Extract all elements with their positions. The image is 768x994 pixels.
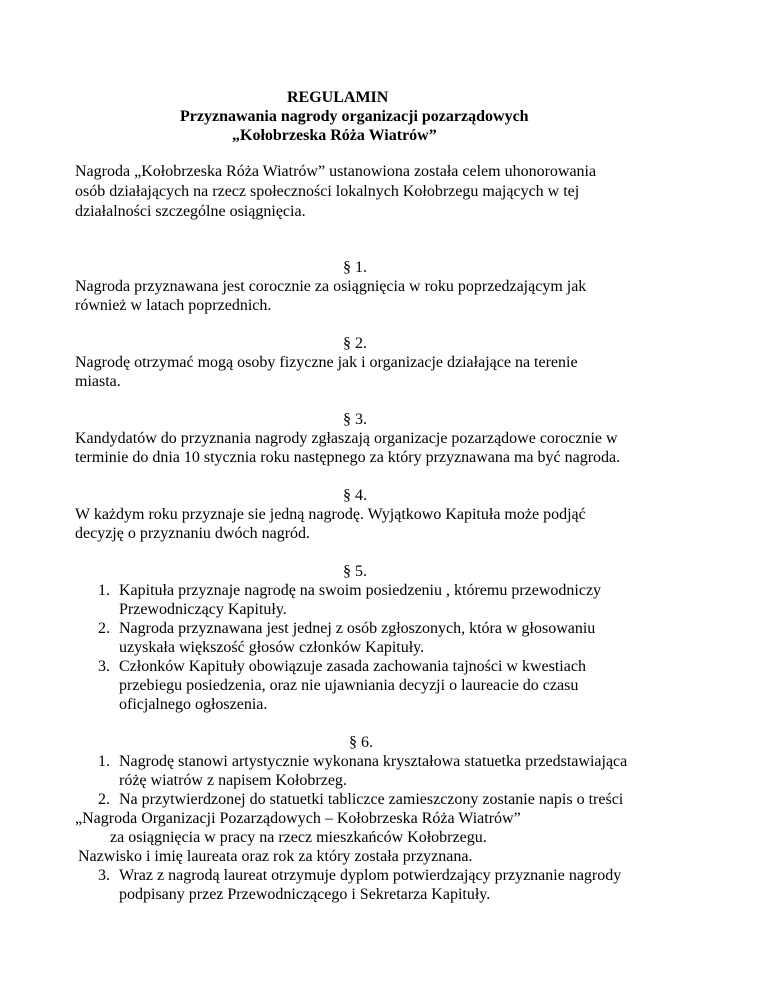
document-title: REGULAMIN — [287, 89, 389, 106]
list-item-text: Nagroda przyznawana jest jednej z osób zgłoszonych, która w głosowaniu — [119, 620, 596, 637]
list-item-text: Na przytwierdzonej do statuetki tabliczce zamieszczony zostanie napis o treści — [119, 791, 624, 808]
list-item-number: 3. — [98, 658, 110, 675]
intro-line: działalności szczególne osiągnięcia. — [75, 203, 306, 220]
section-6-heading: § 6. — [349, 734, 373, 751]
list-item-text: podpisany przez Przewodniczącego i Sekretarza Kapituły. — [119, 886, 491, 903]
list-item-number: 2. — [98, 620, 110, 637]
section-2-text: miasta. — [75, 373, 121, 390]
plaque-inscription-line: za osiągnięcia w pracy na rzecz mieszkańców Kołobrzegu. — [110, 829, 487, 846]
award-name-title: „Kołobrzeska Róża Wiatrów” — [232, 127, 437, 144]
section-2-heading: § 2. — [343, 335, 367, 352]
list-item-number: 2. — [98, 791, 110, 808]
section-5-heading: § 5. — [343, 563, 367, 580]
list-item-text: różę wiatrów z napisem Kołobrzeg. — [119, 772, 347, 789]
section-1-text: Nagroda przyznawana jest corocznie za osiągnięcia w roku poprzedzającym jak — [75, 278, 587, 295]
plaque-inscription-line: „Nagroda Organizacji Pozarządowych – Kołobrzeska Róża Wiatrów” — [75, 810, 521, 827]
list-item-text: uzyskała większość głosów członków Kapituły. — [119, 639, 425, 656]
intro-line: Nagroda „Kołobrzeska Róża Wiatrów” ustanowiona została celem uhonorowania — [75, 163, 597, 180]
intro-line: osób działających na rzecz społeczności lokalnych Kołobrzegu mających w tej — [75, 183, 580, 200]
section-1-heading: § 1. — [343, 259, 367, 276]
list-item-text: Członków Kapituły obowiązuje zasada zachowania tajności w kwestiach — [119, 658, 586, 675]
list-item-text: Wraz z nagrodą laureat otrzymuje dyplom potwierdzający przyznanie nagrody — [119, 867, 622, 884]
list-item-number: 3. — [98, 867, 110, 884]
list-item-text: Przewodniczący Kapituły. — [119, 601, 287, 618]
list-item-text: Kapituła przyznaje nagrodę na swoim posiedzeniu , któremu przewodniczy — [119, 582, 602, 599]
section-3-text: Kandydatów do przyznania nagrody zgłaszają organizacje pozarządowe corocznie w — [75, 430, 618, 447]
section-1-text: również w latach poprzednich. — [75, 297, 272, 314]
section-3-heading: § 3. — [343, 411, 367, 428]
list-item-text: oficjalnego ogłoszenia. — [119, 696, 268, 713]
section-2-text: Nagrodę otrzymać mogą osoby fizyczne jak i organizacje działające na terenie — [75, 354, 578, 371]
section-4-heading: § 4. — [343, 487, 367, 504]
list-item-number: 1. — [98, 582, 110, 599]
list-item-text: przebiegu posiedzenia, oraz nie ujawniania decyzji o laureacie do czasu — [119, 677, 579, 694]
document-subtitle: Przyznawania nagrody organizacji pozarządowych — [180, 108, 529, 125]
plaque-inscription-line: Nazwisko i imię laureata oraz rok za który została przyznana. — [78, 848, 473, 865]
section-4-text: decyzję o przyznaniu dwóch nagród. — [75, 525, 311, 542]
list-item-text: Nagrodę stanowi artystycznie wykonana kryształowa statuetka przedstawiająca — [119, 753, 628, 770]
list-item-number: 1. — [98, 753, 110, 770]
section-4-text: W każdym roku przyznaje sie jedną nagrodę. Wyjątkowo Kapituła może podjąć — [75, 506, 586, 523]
section-3-text: terminie do dnia 10 stycznia roku następnego za który przyznawana ma być nagroda. — [75, 449, 621, 466]
